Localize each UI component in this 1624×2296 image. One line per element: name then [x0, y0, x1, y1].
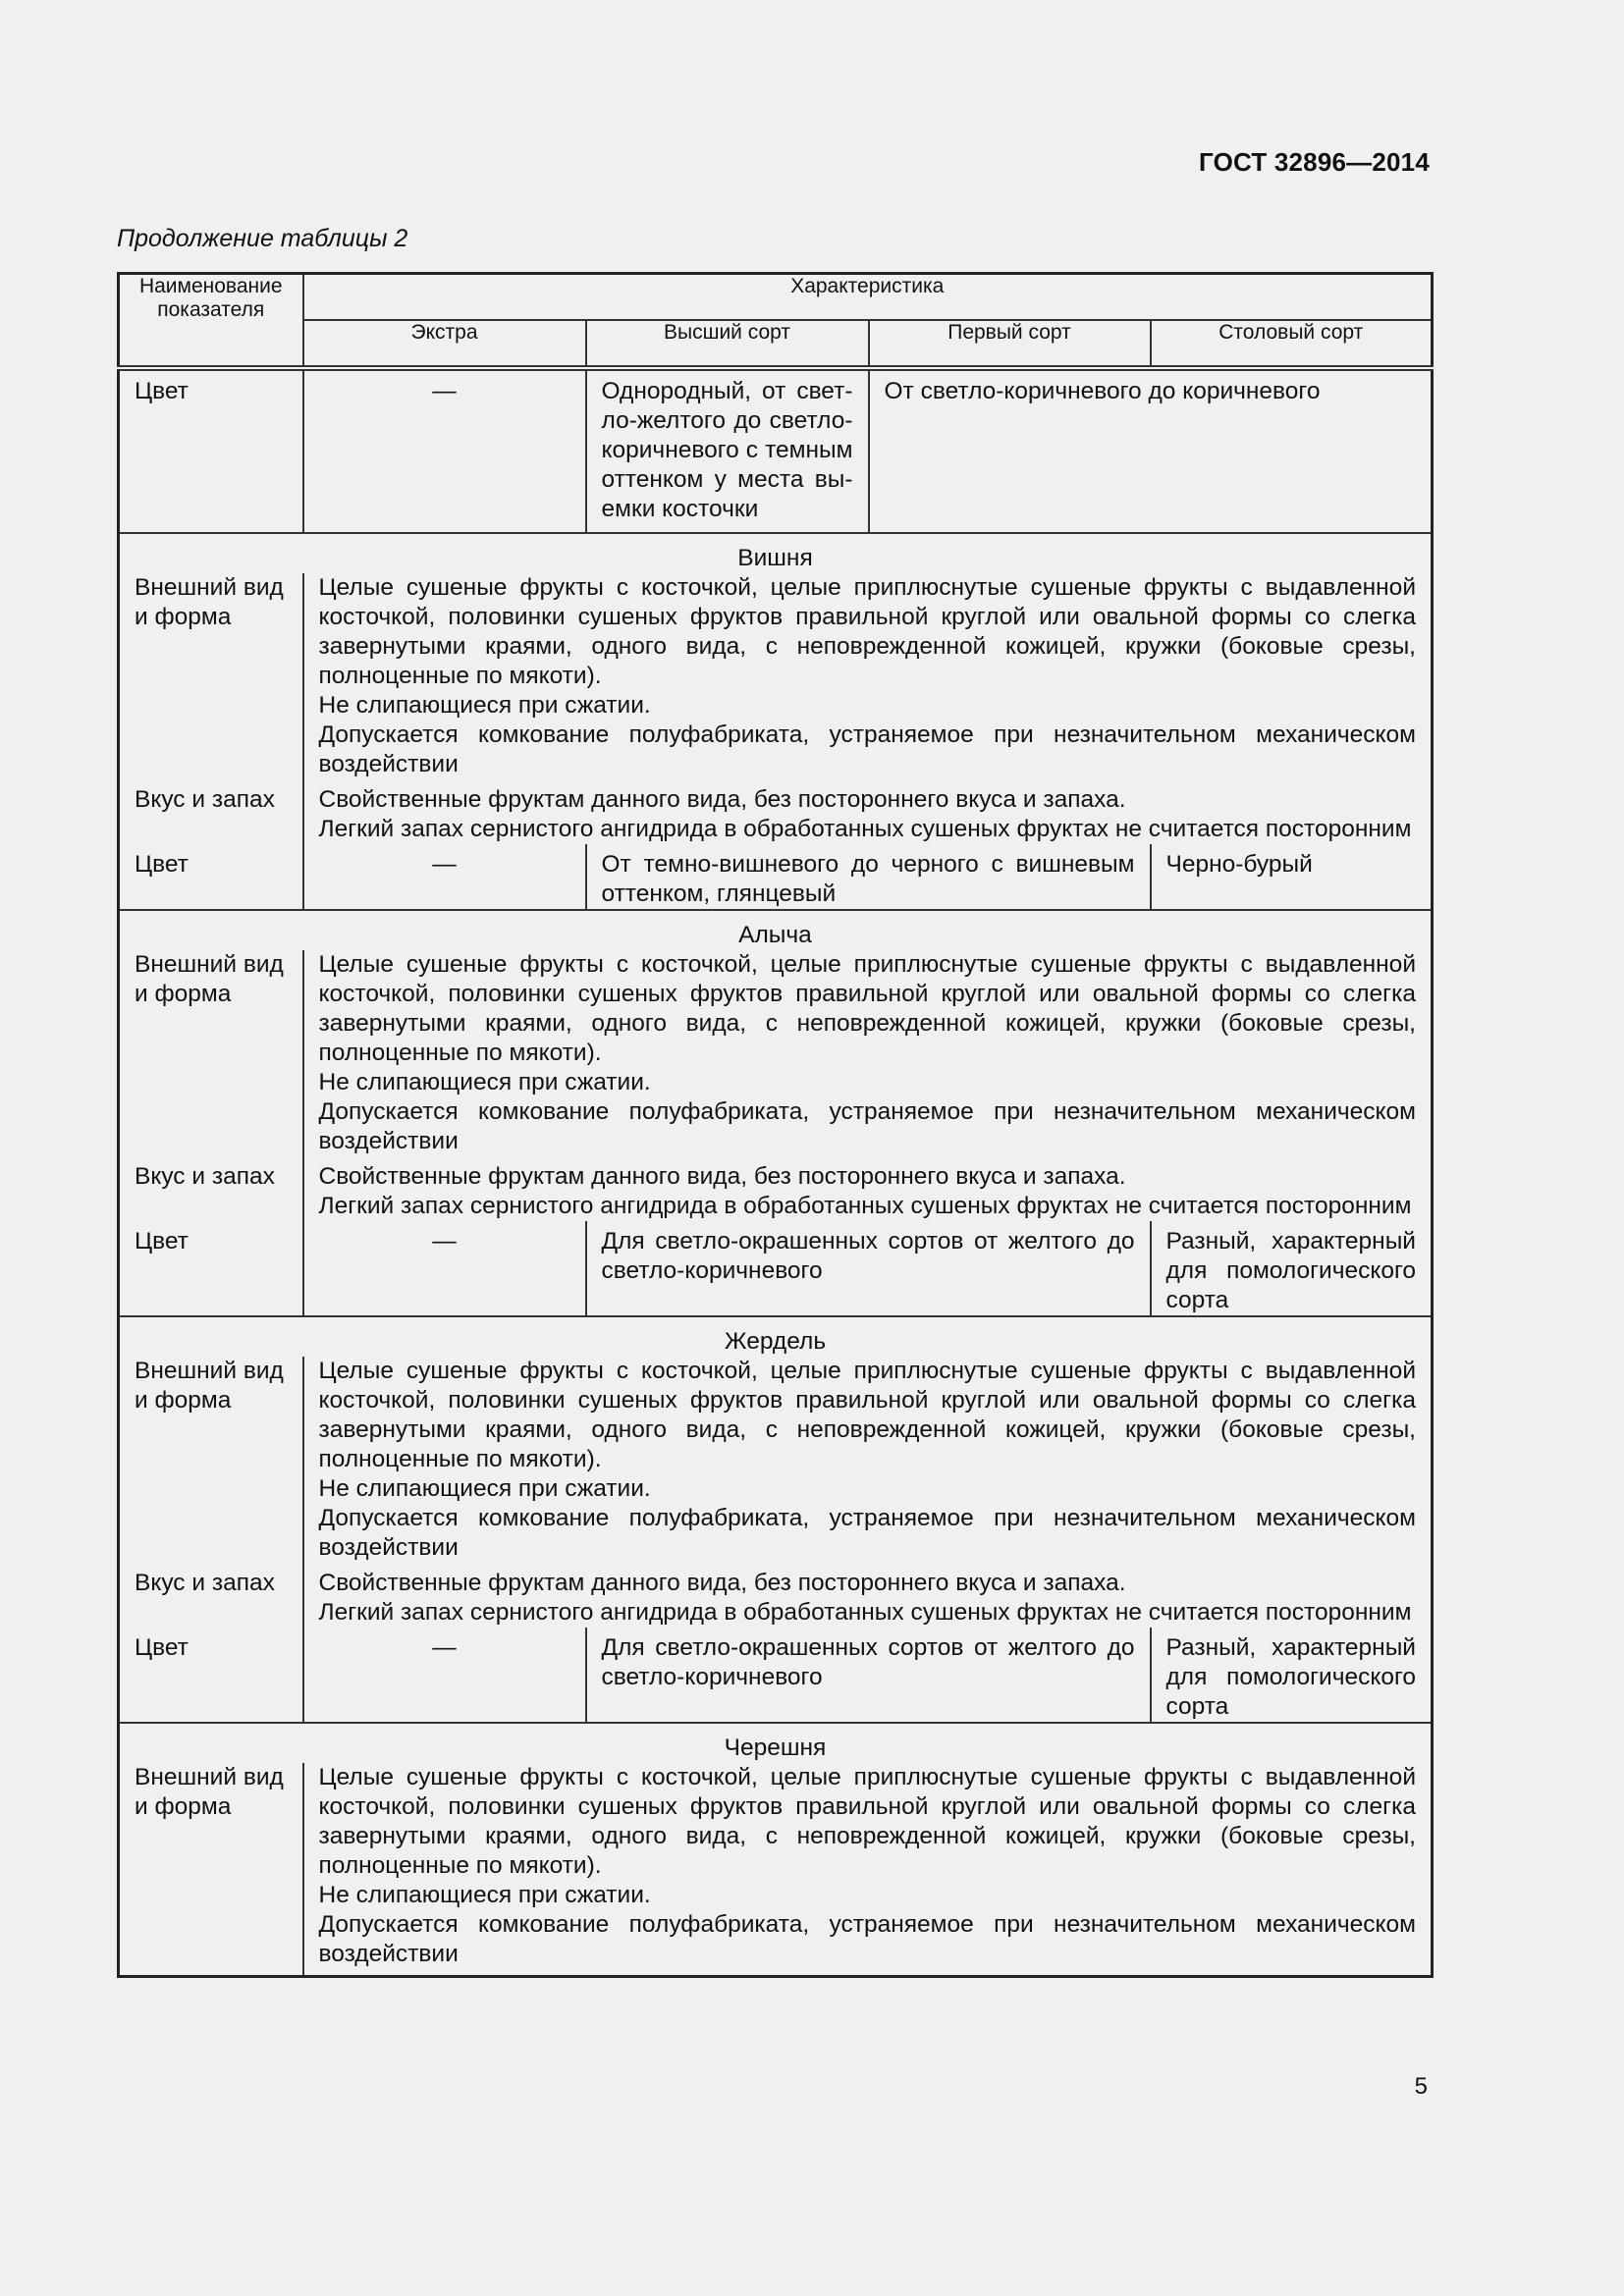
document-code: ГОСТ 32896—2014	[1199, 147, 1430, 177]
cell-table-grade: Разный, характерный для помологического сорта	[1151, 1628, 1433, 1723]
text-line: Целые сушеные фрукты с косточкой, целые приплюснутые сушеные фрукты с выдавленной косточкой, половинки сушеных фруктов правильной круглой или овальной формы со слегка завернутыми краями, одного вида, с неповрежденной кожицей, кружки (боковые срезы, полноценные по мякоти).	[318, 1358, 1416, 1472]
cell-higher-grade: Однородный, от свет-ло-желтого до светло-коричневого с темным оттенком у места вы-емки косточки	[586, 368, 869, 533]
column-header-first-grade: Первый сорт	[869, 320, 1151, 368]
table-row	[119, 844, 1433, 910]
section-title-row	[119, 1316, 1433, 1357]
section-title: Черешня	[119, 1723, 1433, 1763]
cell-extra: —	[303, 368, 586, 533]
row-label-taste: Вкус и запах	[119, 1156, 303, 1221]
text-line: Допускается комкование полуфабриката, устраняемое при незначительном механическом воздействии	[318, 721, 1416, 777]
text-line: Легкий запах сернистого ангидрида в обработанных сушеных фруктах не считается посторонним	[318, 1193, 1412, 1219]
text-line: Целые сушеные фрукты с косточкой, целые приплюснутые сушеные фрукты с выдавленной косточкой, половинки сушеных фруктов правильной круглой или овальной формы со слегка завернутыми краями, одного вида, с неповрежденной кожицей, кружки (боковые срезы, полноценные по мякоти).	[318, 951, 1416, 1066]
section-title: Вишня	[119, 533, 1433, 573]
cell-table-grade: Черно-бурый	[1151, 844, 1433, 910]
text-line: Не слипающиеся при сжатии.	[318, 692, 651, 719]
table-row	[119, 1156, 1433, 1221]
text-line: Не слипающиеся при сжатии.	[318, 1475, 651, 1502]
text-line: Допускается комкование полуфабриката, устраняемое при незначительном механическом воздействии	[318, 1505, 1416, 1561]
section-title: Алыча	[119, 910, 1433, 950]
row-label-appearance: Внешний вид и форма	[119, 1357, 303, 1563]
table-caption: Продолжение таблицы 2	[117, 225, 408, 252]
text-line: Допускается комкование полуфабриката, устраняемое при незначительном механическом воздействии	[318, 1098, 1416, 1154]
table-row	[119, 1563, 1433, 1628]
text-line: Целые сушеные фрукты с косточкой, целые приплюснутые сушеные фрукты с выдавленной косточкой, половинки сушеных фруктов правильной круглой или овальной формы со слегка завернутыми краями, одного вида, с неповрежденной кожицей, кружки (боковые срезы, полноценные по мякоти).	[318, 1764, 1416, 1879]
cell-higher-first-grade: Для светло-окрашенных сортов от желтого до светло-коричневого	[586, 1221, 1151, 1316]
column-header-extra: Экстра	[303, 320, 586, 368]
text-line: Легкий запах сернистого ангидрида в обработанных сушеных фруктах не считается посторонним	[318, 816, 1412, 842]
column-header-higher-grade: Высший сорт	[586, 320, 869, 368]
cell-extra: —	[303, 844, 586, 910]
text-line: Свойственные фруктам данного вида, без постороннего вкуса и запаха.	[318, 786, 1126, 813]
text-line: Свойственные фруктам данного вида, без постороннего вкуса и запаха.	[318, 1570, 1126, 1596]
row-label-color: Цвет	[119, 1221, 303, 1316]
text-line: Свойственные фруктам данного вида, без постороннего вкуса и запаха.	[318, 1163, 1126, 1190]
section-title-row	[119, 1723, 1433, 1763]
specification-table	[117, 272, 1434, 1978]
table-row	[119, 950, 1433, 1156]
table-row	[119, 1628, 1433, 1723]
table-row	[119, 573, 1433, 779]
table-row	[119, 368, 1433, 533]
cell-table-grade: Разный, характерный для помологического сорта	[1151, 1221, 1433, 1316]
row-label-appearance: Внешний вид и форма	[119, 950, 303, 1156]
text-line: Не слипающиеся при сжатии.	[318, 1882, 651, 1908]
column-header-characteristic: Характеристика	[303, 274, 1433, 321]
section-title-row	[119, 910, 1433, 950]
table-row	[119, 779, 1433, 844]
section-title-row	[119, 533, 1433, 573]
text-line: Допускается комкование полуфабриката, устраняемое при незначительном механическом воздействии	[318, 1911, 1416, 1967]
text-line: Целые сушеные фрукты с косточкой, целые приплюснутые сушеные фрукты с выдавленной косточкой, половинки сушеных фруктов правильной круглой или овальной формы со слегка завернутыми краями, одного вида, с неповрежденной кожицей, кружки (боковые срезы, полноценные по мякоти).	[318, 574, 1416, 689]
text-line: Легкий запах сернистого ангидрида в обработанных сушеных фруктах не считается посторонним	[318, 1599, 1412, 1626]
table-row	[119, 1221, 1433, 1316]
row-label-color: Цвет	[119, 1628, 303, 1723]
column-header-table-grade: Столовый сорт	[1151, 320, 1433, 368]
cell-extra: —	[303, 1221, 586, 1316]
table-row	[119, 1357, 1433, 1563]
cell-first-table-grade: От светло-коричневого до коричневого	[869, 368, 1433, 533]
cell-extra: —	[303, 1628, 586, 1723]
text-line: Не слипающиеся при сжатии.	[318, 1069, 651, 1095]
row-label-taste: Вкус и запах	[119, 1563, 303, 1628]
row-label-color: Цвет	[119, 844, 303, 910]
row-label-taste: Вкус и запах	[119, 779, 303, 844]
section-title: Жердель	[119, 1316, 1433, 1357]
table-row	[119, 1763, 1433, 1977]
row-label-appearance: Внешний вид и форма	[119, 1763, 303, 1977]
row-label-color: Цвет	[119, 368, 303, 533]
cell-higher-first-grade: От темно-вишневого до черного с вишневым оттенком, глянцевый	[586, 844, 1151, 910]
cell-higher-first-grade: Для светло-окрашенных сортов от желтого до светло-коричневого	[586, 1628, 1151, 1723]
row-label-appearance: Внешний вид и форма	[119, 573, 303, 779]
column-header-name: Наименование показателя	[119, 274, 303, 369]
page-number: 5	[1414, 2073, 1428, 2100]
